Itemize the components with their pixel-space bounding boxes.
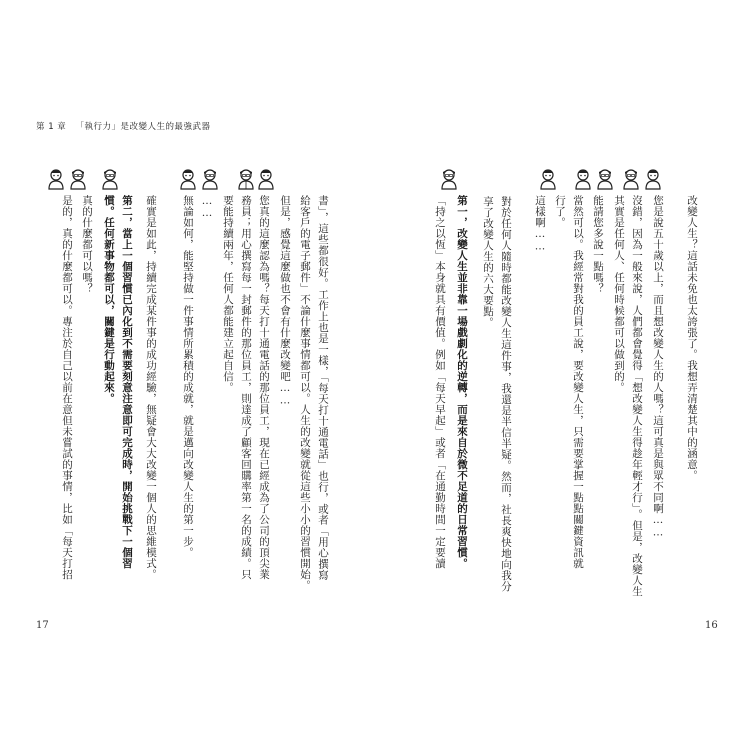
speaker-b-avatar (439, 168, 459, 190)
person-icon (200, 168, 220, 190)
text-column: 要能持續兩年，任何人都能建立起自信。 (222, 195, 234, 393)
person-icon (573, 168, 593, 190)
person-icon (643, 168, 663, 190)
text-column: 但是，感覺這麼做也不會有什麼改變吧…… (279, 195, 291, 407)
text-column: …… (201, 195, 213, 219)
text-column: 「持之以恆」本身就具有價值。例如「每天早起」或者「在通勤時間一定要讀 (434, 195, 446, 569)
speaker-a-avatar (256, 168, 276, 190)
text-column: 您真的這麼認為嗎？每天打十通電話的那位員工，現在已經成為了公司的頂尖業 (258, 195, 270, 580)
speaker-b-avatar (68, 168, 88, 190)
text-column: 其實是任何人、任何時候都可以做到的。 (613, 195, 625, 393)
person-icon (46, 168, 66, 190)
text-column: 真的什麼都可以嗎？ (81, 195, 93, 294)
speaker-b-avatar (236, 168, 256, 190)
text-column: 無論如何，能堅持做一件事情所累積的成就，就是邁向改變人生的第一步。 (182, 195, 194, 558)
speaker-a-avatar (538, 168, 558, 190)
bold-point-column: 第二，當上一個習慣已內化到不需要刻意注意即可完成時，開始挑戰下一個習 (121, 195, 133, 569)
chapter-label: 第 1 章 (36, 122, 67, 132)
text-column: 享了改變人生的六大要點。 (482, 196, 494, 328)
person-icon (100, 168, 120, 190)
text-column: 務員；用心撰寫每一封郵件的那位員工，則達成了顧客回購率第一名的成績。只 (240, 195, 252, 580)
chapter-title: 「執行力」是改變人生的最強武器 (75, 122, 211, 132)
person-icon (178, 168, 198, 190)
person-icon (68, 168, 88, 190)
text-column: 沒錯，因為一般來說，人們都會覺得「想改變人生得趁年輕才行」。但是，改變人生 (631, 195, 643, 597)
text-column: 能請您多說一點嗎？ (592, 195, 604, 294)
bold-point-column: 第一，改變人生並非靠一場戲劇化的逆轉，而是來自於微不足道的日常習慣。 (456, 195, 468, 569)
person-icon (256, 168, 276, 190)
text-column: 確實是如此，持續完成某件事的成功經驗，無疑會大大改變一個人的思維模式。 (145, 195, 157, 580)
person-icon (236, 168, 256, 190)
speaker-b-avatar (595, 168, 615, 190)
person-icon (538, 168, 558, 190)
running-header (36, 120, 217, 132)
bold-point-column: 慣。任何新事物都可以，關鍵是行動起來。 (103, 195, 115, 404)
text-column: 您是說五十歲以上，而且想改變人生的人嗎？這可真是與眾不同啊…… (652, 195, 664, 539)
speaker-b-avatar (100, 168, 120, 190)
text-column: 給客戶的電子郵件」不論什麼事情都可以。人生的改變就從這些小小的習慣開始。 (299, 195, 311, 591)
text-column: 改變人生？這話未免也太誇張了。我想弄清楚其中的涵意。 (686, 195, 698, 481)
page-number: 16 (705, 620, 718, 631)
person-icon (595, 168, 615, 190)
speaker-a-avatar (573, 168, 593, 190)
text-column: 是的，真的什麼都可以。專注於自己以前在意但未嘗試的事情，比如「每天打招 (61, 195, 73, 580)
person-icon (439, 168, 459, 190)
right-page (375, 0, 750, 750)
speaker-b-avatar (621, 168, 641, 190)
speaker-a-avatar (46, 168, 66, 190)
text-column: 行了。 (554, 195, 566, 228)
speaker-b-avatar (200, 168, 220, 190)
text-column: 書」，這些都很好。工作上也是一樣，「每天打十通電話」也行，或者「用心撰寫 (317, 195, 329, 581)
person-icon (621, 168, 641, 190)
page-number: 17 (36, 620, 49, 631)
text-column: 這樣啊…… (534, 195, 546, 253)
speaker-a-avatar (643, 168, 663, 190)
text-column: 對於任何人隨時都能改變人生這件事，我還是半信半疑。然而，社長爽快地向我分 (500, 196, 512, 592)
speaker-a-avatar (178, 168, 198, 190)
text-column: 當然可以。我經常對我的員工說，要改變人生，只需要掌握一點點關鍵資訊就 (572, 195, 584, 569)
